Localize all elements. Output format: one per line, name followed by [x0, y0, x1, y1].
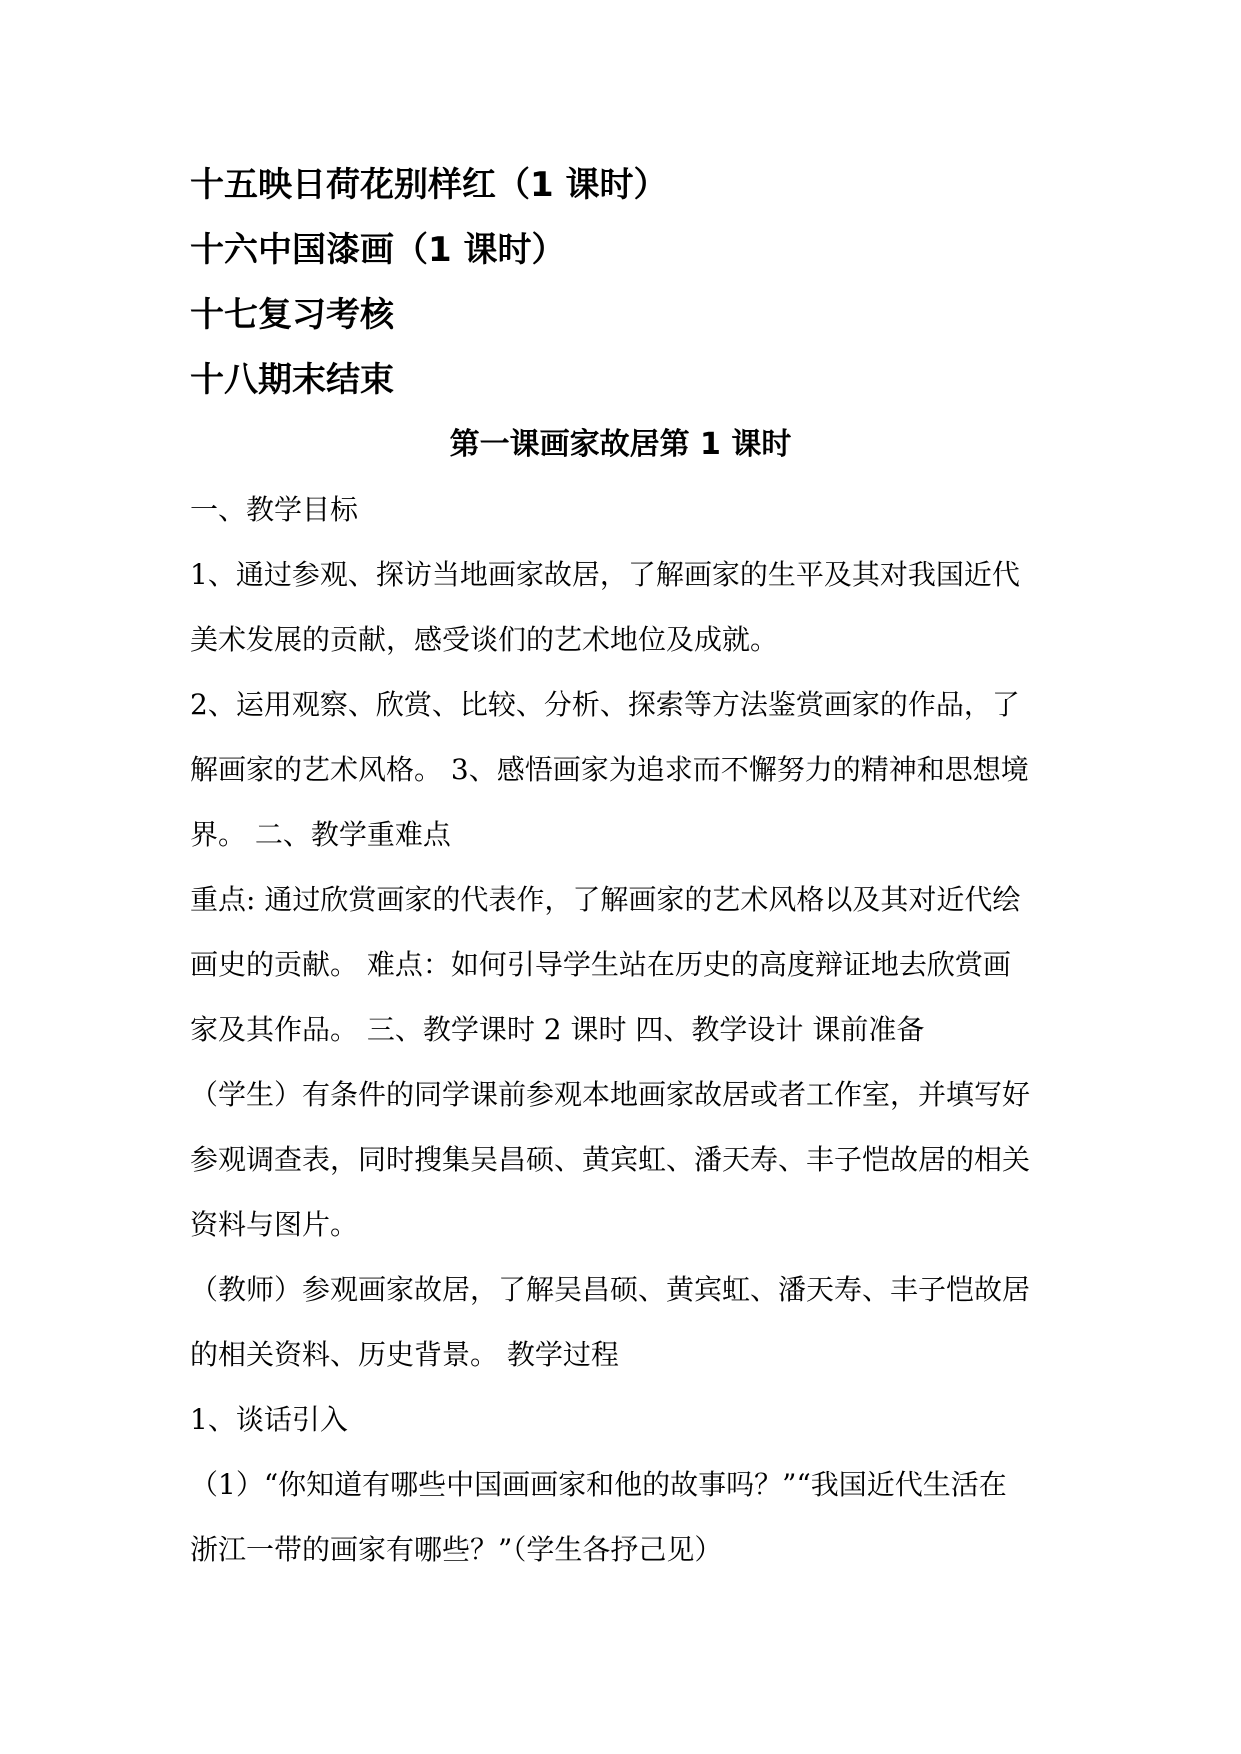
- paragraph-line: （1）“你知道有哪些中国画画家和他的故事吗？”“我国近代生活在: [190, 1468, 1007, 1501]
- lesson-title: 第一课画家故居第 1 课时: [449, 427, 792, 462]
- paragraph-line: 1、谈话引入: [190, 1403, 348, 1436]
- paragraph-line: 的相关资料、历史背景。 教学过程: [190, 1338, 619, 1371]
- paragraph-line: 2、运用观察、欣赏、比较、分析、探索等方法鉴赏画家的作品，了: [190, 688, 1020, 721]
- paragraph-line: 资料与图片。: [190, 1208, 359, 1241]
- section-heading-objectives: 一、教学目标: [190, 493, 359, 526]
- paragraph-line: 画史的贡献。 难点：如何引导学生站在历史的高度辩证地去欣赏画: [190, 948, 1011, 981]
- paragraph-line: 重点: 通过欣赏画家的代表作，了解画家的艺术风格以及其对近代绘: [190, 883, 1021, 916]
- paragraph-line: 解画家的艺术风格。 3、感悟画家为追求而不懈努力的精神和思想境: [190, 753, 1029, 786]
- schedule-item-17: 十七复习考核: [190, 295, 394, 335]
- schedule-item-16: 十六中国漆画（1 课时）: [190, 230, 566, 270]
- schedule-item-18: 十八期末结束: [190, 360, 394, 400]
- paragraph-line: （学生）有条件的同学课前参观本地画家故居或者工作室，并填写好: [190, 1078, 1031, 1111]
- schedule-item-15: 十五映日荷花别样红（1 课时）: [190, 165, 668, 205]
- paragraph-line: （教师）参观画家故居，了解吴昌硕、黄宾虹、潘天寿、丰子恺故居: [190, 1273, 1031, 1306]
- paragraph-line: 界。 二、教学重难点: [190, 818, 451, 851]
- paragraph-line: 美术发展的贡献，感受谈们的艺术地位及成就。: [190, 623, 779, 656]
- paragraph-line: 家及其作品。 三、教学课时 2 课时 四、教学设计 课前准备: [190, 1013, 925, 1046]
- paragraph-line: 1、通过参观、探访当地画家故居，了解画家的生平及其对我国近代: [190, 558, 1020, 591]
- paragraph-line: 参观调查表，同时搜集吴昌硕、黄宾虹、潘天寿、丰子恺故居的相关: [190, 1143, 1031, 1176]
- paragraph-line: 浙江一带的画家有哪些？”（学生各抒己见）: [190, 1533, 723, 1566]
